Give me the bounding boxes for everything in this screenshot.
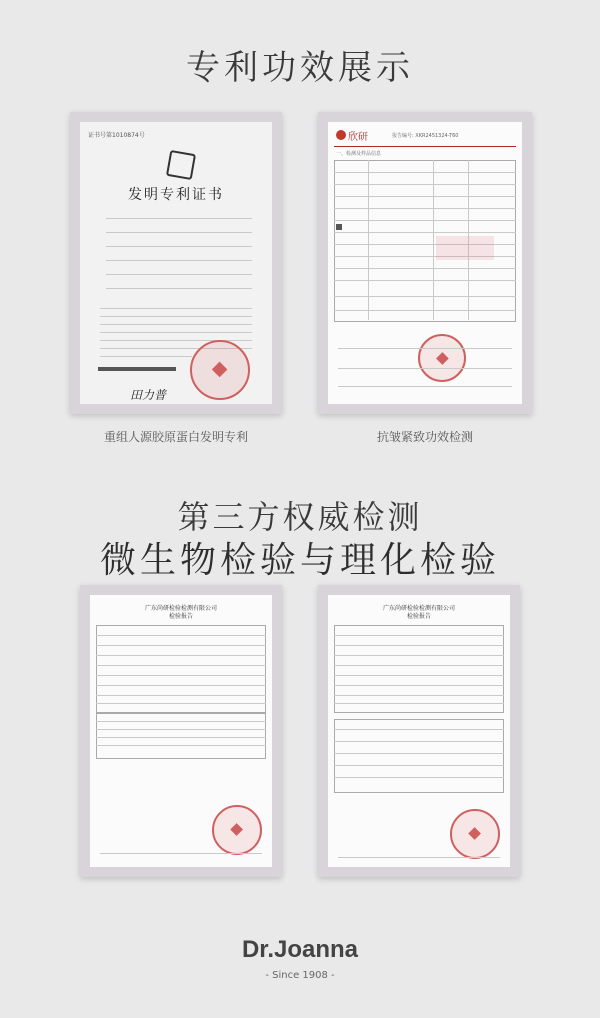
efficacy-report-image: 欣研 报告编号: XKR2451324-T60 一、检测及样品信息 [318,112,532,414]
efficacy-caption: 抗皱紧致功效检测 [376,430,473,444]
patent-certificate-title: 发明专利证书 [128,187,224,203]
section-label: 一、检测及样品信息 [336,151,382,157]
left-report-org: 广东尚研检验检测有限公司 [144,605,217,612]
right-report-title: 检验报告 [406,613,431,620]
patent-showcase-heading: 专利功效展示 [186,48,414,88]
patent-seal [190,340,250,400]
left-report-title: 检验报告 [168,613,193,620]
third-party-heading: 第三方权威检测 [177,498,423,536]
micro-physchem-heading: 微生物检验与理化检验 [99,540,500,581]
right-report-seal [450,809,500,859]
signature: 田力普 [130,388,167,402]
microbiology-report-image [80,585,282,877]
right-report-org: 广东尚研检验检测有限公司 [382,605,455,612]
physicochemical-report-image [318,585,520,877]
lab-logo-text: 欣研 [348,132,368,143]
patent-certificate-image: 证书号第1010874号 发明专利证书 田力普 [70,112,282,414]
brand-since: - Since 1908 - [265,970,335,981]
patent-logo-icon [166,150,196,180]
left-report-seal [212,805,262,855]
patent-caption: 重组人源胶原蛋白发明专利 [103,430,248,444]
lab-logo [336,130,346,140]
efficacy-seal [418,334,466,382]
brand-logo: Dr.Joanna [241,936,359,963]
